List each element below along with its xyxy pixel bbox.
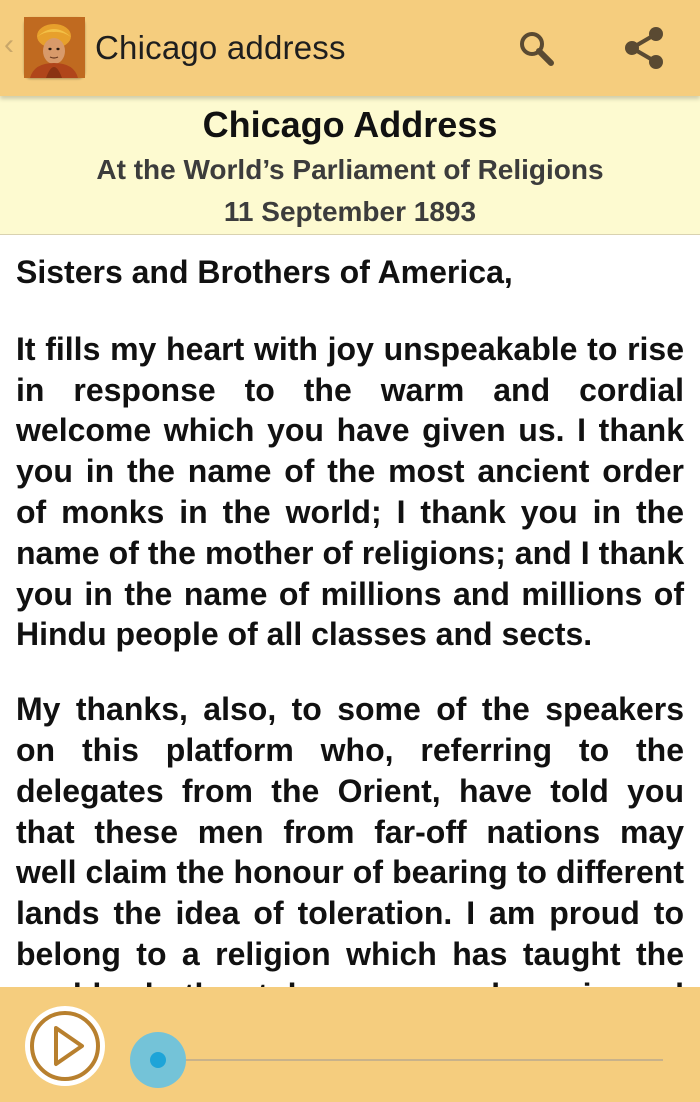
speech-text[interactable]: [16, 252, 684, 987]
seek-thumb[interactable]: [130, 1032, 186, 1088]
speech-date: 11 September 1893: [223, 196, 477, 227]
paragraph: It fills my heart with joy unspeakable to rise in response to the warm and cordial welcome which you have given us. I thank you in the name of the most ancient order of monks in the world; I thank you in the name of the mother of religions; and I thank you in the name of millions and millions of Hindu people of all classes and sects.: [16, 330, 684, 653]
action-bar: [0, 0, 700, 96]
share-button[interactable]: [620, 24, 668, 72]
speech-title: Chicago Address: [202, 104, 498, 145]
seek-track[interactable]: [157, 1059, 663, 1061]
speech-subtitle: At the World’s Parliament of Religions: [96, 154, 604, 185]
app-logo[interactable]: [24, 17, 85, 78]
speech-header: [0, 96, 700, 235]
search-button[interactable]: [516, 28, 556, 68]
share-icon: [620, 24, 668, 72]
audio-player: [0, 987, 700, 1102]
back-chevron-icon[interactable]: ‹: [4, 28, 14, 61]
play-button[interactable]: [22, 1003, 108, 1089]
paragraph: My thanks, also, to some of the speakers on this platform who, referring to the delegates from the Orient, have told you that these men from far-off nations may well claim the honour of bearing to different lands the idea of toleration. I am proud to belong to a religion which has taught the: [16, 691, 684, 972]
paragraph: Sisters and Brothers of America,: [16, 254, 513, 290]
play-icon: [22, 1003, 108, 1089]
app-title: Chicago address: [95, 29, 346, 66]
search-icon: [516, 28, 556, 68]
